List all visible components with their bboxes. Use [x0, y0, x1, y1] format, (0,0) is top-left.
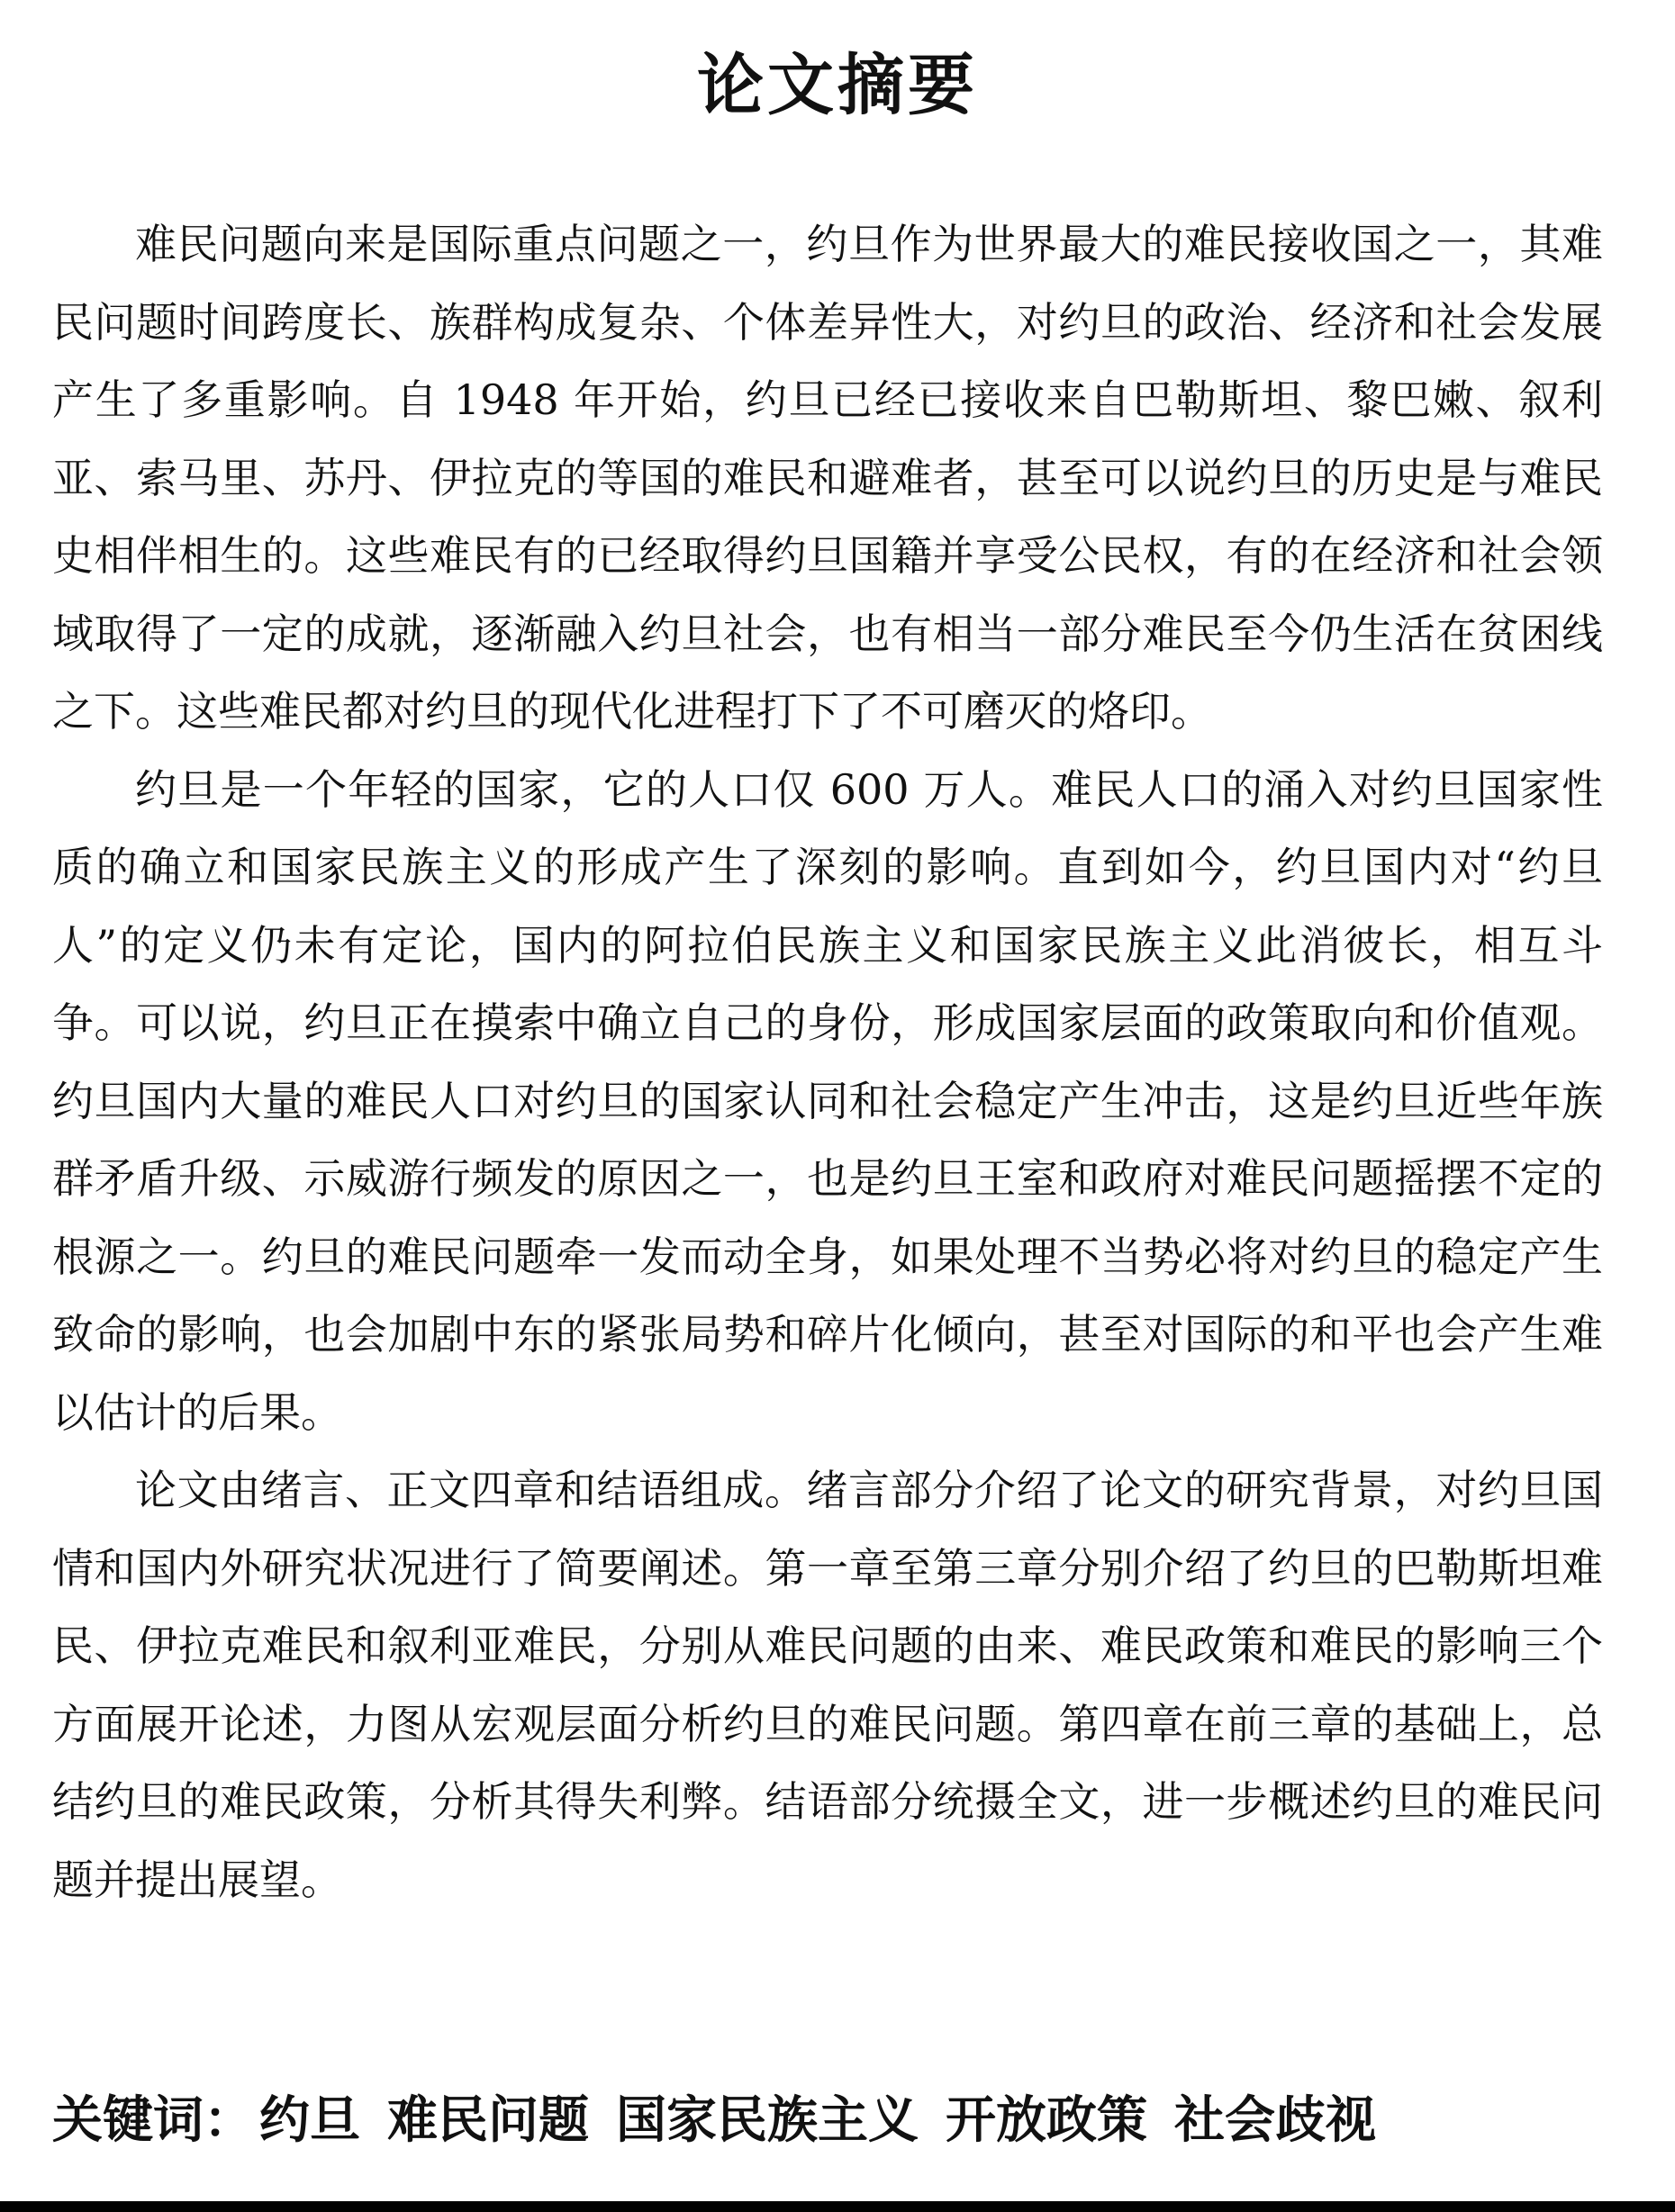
- keyword-item: 约旦: [259, 2090, 360, 2150]
- keywords-line: [52, 2080, 1603, 2161]
- keyword-item: 国家民族主义: [616, 2090, 919, 2150]
- abstract-paragraph-2: 约旦是一个年轻的国家，它的人口仅 600 万人。难民人口的涌入对约旦国家性质的确立和国家民族主义的形成产生了深刻的影响。直到如今，约旦国内对“约旦人”的定义仍未有定论，国内的阿拉伯民族主义和国家民族主义此消彼长，相互斗争。可以说，约旦正在摸索中确立自己的身份，形成国家层面的政策取向和价值观。约旦国内大量的难民人口对约旦的国家认同和社会稳定产生冲击，这是约旦近些年族群矛盾升级、示威游行频发的原因之一，也是约旦王室和政府对难民问题摇摆不定的根源之一。约旦的难民问题牵一发而动全身，如果处理不当势必将对约旦的稳定产生致命的影响，也会加剧中东的紧张局势和碎片化倾向，甚至对国际的和平也会产生难以估计的后果。: [52, 764, 1603, 1437]
- page-title: 论文摘要: [697, 47, 978, 124]
- abstract-paragraph-3: 论文由绪言、正文四章和结语组成。绪言部分介绍了论文的研究背景，对约旦国情和国内外研究状况进行了简要阐述。第一章至第三章分别介绍了约旦的巴勒斯坦难民、伊拉克难民和叙利亚难民，分别从难民问题的由来、难民政策和难民的影响三个方面展开论述，力图从宏观层面分析约旦的难民问题。第四章在前三章的基础上，总结约旦的难民政策，分析其得失利弊。结语部分统摄全文，进一步概述约旦的难民问题并提出展望。: [52, 1466, 1603, 1904]
- abstract-body: [52, 205, 1603, 1919]
- keywords-label: 关键词：: [52, 2090, 254, 2150]
- keyword-item: 难民问题: [387, 2090, 589, 2150]
- abstract-paragraph-1: 难民问题向来是国际重点问题之一，约旦作为世界最大的难民接收国之一，其难民问题时间跨度长、族群构成复杂、个体差异性大，对约旦的政治、经济和社会发展产生了多重影响。自 1948 年开始，约旦已经已接收来自巴勒斯坦、黎巴嫩、叙利亚、索马里、苏丹、伊拉克的等国的难民和避难者，甚至可以说约旦的历史是与难民史相伴相生的。这些难民有的已经取得约旦国籍并享受公民权，有的在经济和社会领域取得了一定的成就，逐渐融入约旦社会，也有相当一部分难民至今仍生活在贫困线之下。这些难民都对约旦的现代化进程打下了不可磨灭的烙印。: [52, 220, 1603, 736]
- keyword-item: 开放政策: [946, 2090, 1147, 2150]
- keyword-item: 社会歧视: [1174, 2090, 1376, 2150]
- bottom-rule: [0, 2201, 1675, 2212]
